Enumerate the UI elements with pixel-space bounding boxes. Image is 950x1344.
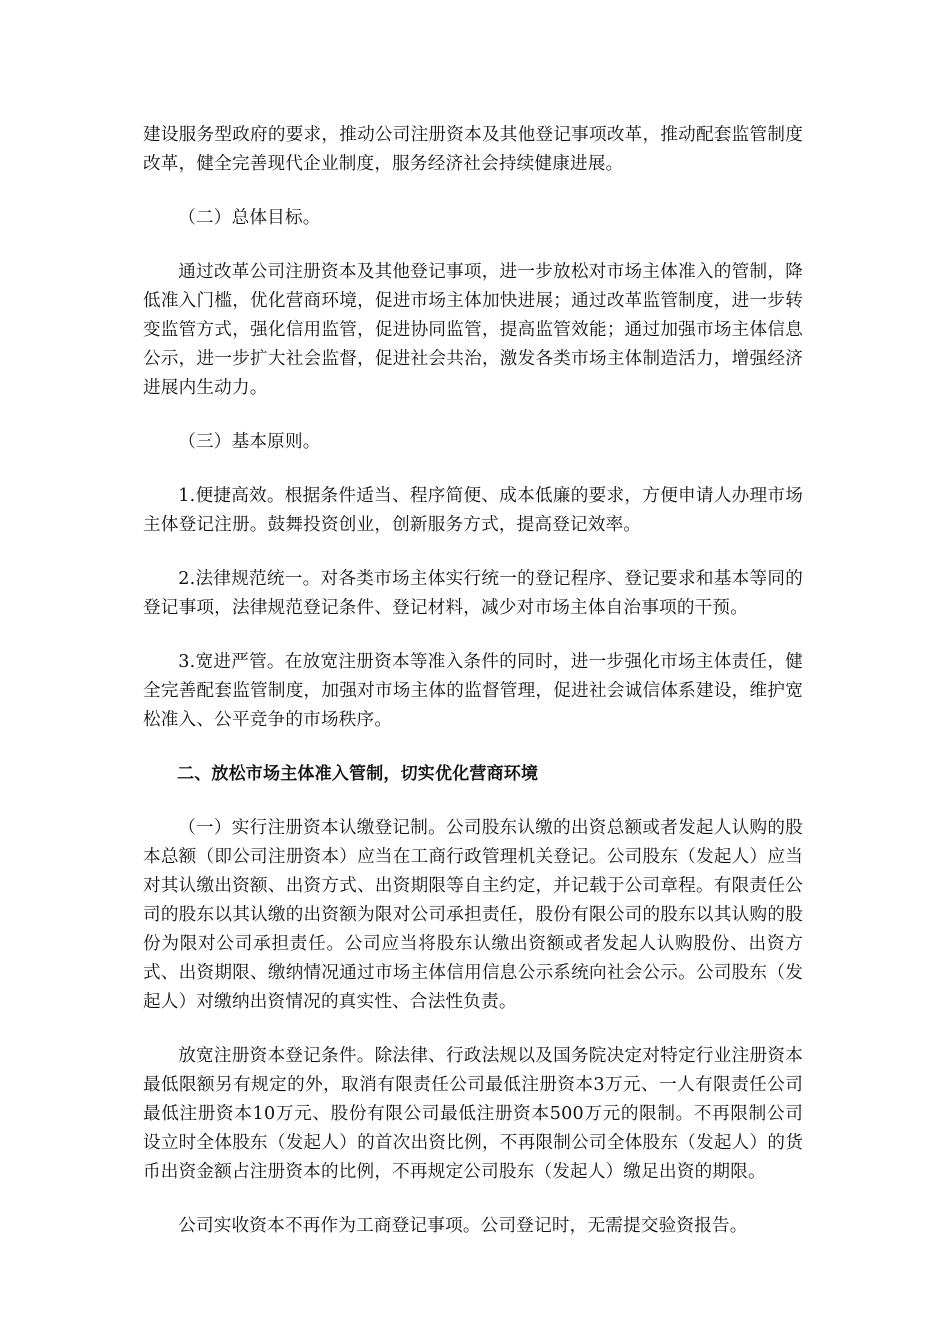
section-heading-overall-goal: （二）总体目标。 (178, 208, 321, 228)
paragraph-continuation: 建设服务型政府的要求，推动公司注册资本及其他登记事项改革，推动配套监管制度改革，健全完善现代企业制度，服务经济社会持续健康进展。 (143, 125, 803, 174)
chapter-heading-two: 二、放松市场主体准入管制，切实优化营商环境 (177, 764, 539, 784)
document-body (143, 121, 803, 1266)
paragraph-paid-in-capital: 公司实收资本不再作为工商登记事项。公司登记时，无需提交验资报告。 (178, 1216, 748, 1236)
paragraph-registered-capital-system: （一）实行注册资本认缴登记制。公司股东认缴的出资总额或者发起人认购的股本总额（即公司注册资本）应当在工商行政管理机关登记。公司股东（发起人）应当对其认缴出资额、出资方式、出资期限等自主约定，并记载于公司章程。有限责任公司的股东以其认缴的出资额为限对公司承担责任，股份有限公司的股东以其认购的股份为限对公司承担责任。公司应当将股东认缴出资额或者发起人认购股份、出资方式、出资期限、缴纳情况通过市场主体信用信息公示系统向社会公示。公司股东（发起人）对缴纳出资情况的真实性、合法性负责。 (143, 818, 803, 1012)
section-heading-basic-principles: （三）基本原则。 (178, 432, 321, 452)
paragraph-overall-goal: 通过改革公司注册资本及其他登记事项，进一步放松对市场主体准入的管制，降低准入门槛，优化营商环境，促进市场主体加快进展；通过改革监管制度，进一步转变监管方式，强化信用监管，促进协同监管，提高监管效能；通过加强市场主体信息公示，进一步扩大社会监督，促进社会共治，激发各类市场主体制造活力，增强经济进展内生动力。 (143, 262, 803, 398)
principle-item-1: 1.便捷高效。根据条件适当、程序简便、成本低廉的要求，方便申请人办理市场主体登记注册。鼓舞投资创业，创新服务方式，提高登记效率。 (143, 486, 803, 535)
paragraph-relax-registration-conditions: 放宽注册资本登记条件。除法律、行政法规以及国务院决定对特定行业注册资本最低限额另有规定的外，取消有限责任公司最低注册资本3万元、一人有限责任公司最低注册资本10万元、股份有限公司最低注册资本500万元的限制。不再限制公司设立时全体股东（发起人）的首次出资比例，不再限制公司全体股东（发起人）的货币出资金额占注册资本的比例，不再规定公司股东（发起人）缴足出资的期限。 (143, 1046, 803, 1182)
principle-item-3: 3.宽进严管。在放宽注册资本等准入条件的同时，进一步强化市场主体责任，健全完善配套监管制度，加强对市场主体的监督管理，促进社会诚信体系建设，维护宽松准入、公平竞争的市场秩序。 (143, 652, 803, 730)
principle-item-2: 2.法律规范统一。对各类市场主体实行统一的登记程序、登记要求和基本等同的登记事项，法律规范登记条件、登记材料，减少对市场主体自治事项的干预。 (143, 569, 803, 618)
